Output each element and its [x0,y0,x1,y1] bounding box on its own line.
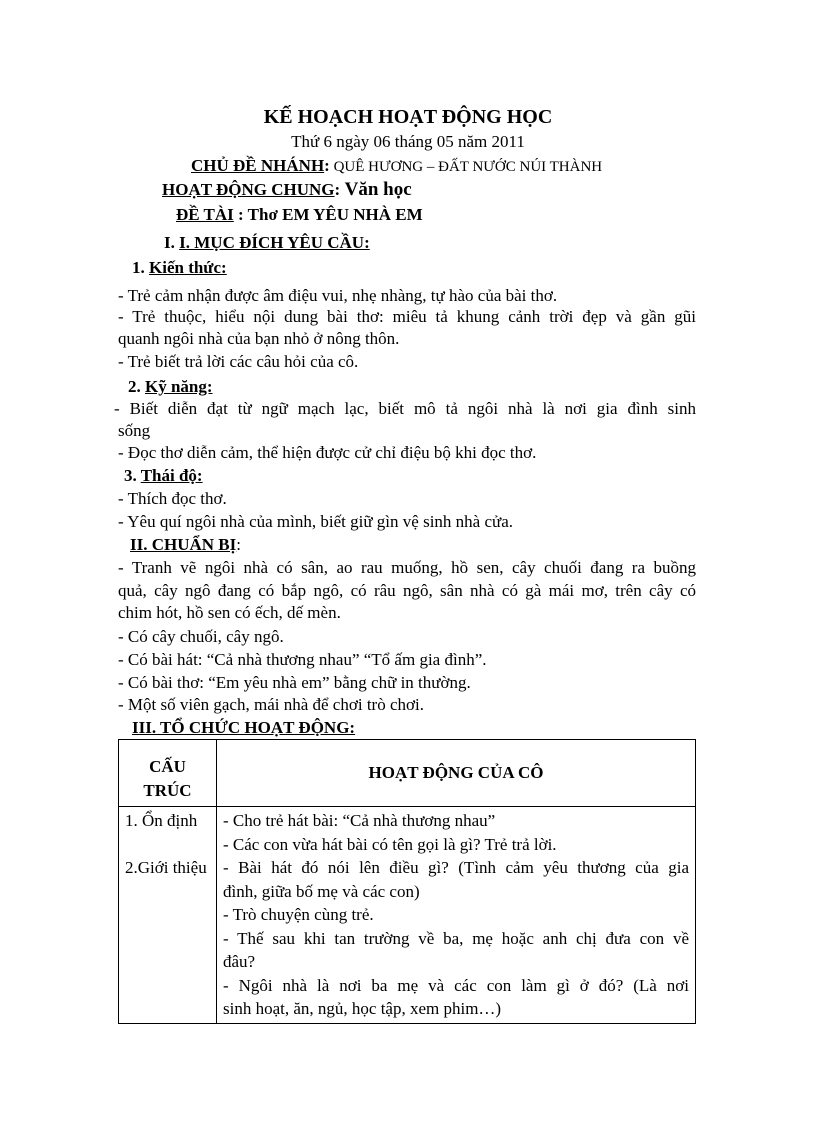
prep-line-4: - Có cây chuối, cây ngô. [118,627,284,646]
section2-title: II. CHUẨN BỊ [130,535,237,554]
activity-line: - Các con vừa hát bài có tên gọi là gì? Trẻ trả lời. [223,834,557,854]
section2-heading [130,535,241,555]
knowledge-heading [132,258,227,278]
activity-line: - Cho trẻ hát bài: “Cả nhà thương nhau” [223,811,496,830]
header-structure-line-1: CẤU [149,757,186,776]
knowledge-line-4: - Trẻ biết trả lời các câu hỏi của cô. [118,352,359,371]
section2-colon: : [236,535,242,554]
skills-line-3: - Đọc thơ diễn cảm, thể hiện được cử chỉ điệu bộ khi đọc thơ. [118,443,537,462]
attitude-label: Thái độ: [140,466,203,485]
structure-cell [119,807,217,1024]
activity-cell [217,807,696,1024]
prep-line-3: chim hót, hồ sen có ếch, dế mèn. [118,603,341,622]
activity-line: đình, giữa bố mẹ và các con) [223,881,420,901]
header-structure [119,740,217,807]
theme-line [191,156,602,177]
prep-line-7: - Một số viên gạch, mái nhà để chơi trò chơi. [118,695,424,714]
activity-value: Văn học [340,179,412,200]
structure-item-blank [125,833,210,857]
prep-line-5: - Có bài hát: “Cả nhà thương nhau” “Tổ ấm gia đình”. [118,650,487,669]
topic-value: : Thơ EM YÊU NHÀ EM [233,205,423,224]
section1-num: I. [164,233,180,252]
header-teacher-activity: HOẠT ĐỘNG CỦA CÔ [217,740,696,807]
activity-line: - Trò chuyện cùng trẻ. [223,905,374,924]
theme-label: CHỦ ĐỀ NHÁNH [191,156,325,175]
skills-num: 2. [128,377,141,396]
attitude-line-2: - Yêu quí ngôi nhà của mình, biết giữ gìn vệ sinh nhà cửa. [118,512,514,531]
activity-line [162,180,412,200]
activity-line: - Ngôi nhà là nơi ba mẹ và các con làm gì ở đó? (Là nơi [223,975,689,995]
page-title: KẾ HOẠCH HOẠT ĐỘNG HỌC [263,106,553,128]
prep-line-1: - Tranh vẽ ngôi nhà có sân, ao rau muống, hồ sen, cây chuối đang ra buồng [118,558,696,577]
knowledge-label: Kiến thức: [149,258,227,277]
activity-line: - Bài hát đó nói lên điều gì? (Tình cảm yêu thương của gia [223,858,689,877]
attitude-line-1: - Thích đọc thơ. [118,489,227,508]
topic-line [176,205,423,225]
knowledge-line-1: - Trẻ cảm nhận được âm điệu vui, nhẹ nhàng, tự hào của bài thơ. [118,286,558,305]
activity-line: - Thế sau khi tan trường về ba, mẹ hoặc anh chị đưa con về [223,928,689,948]
knowledge-line-3: quanh ngôi nhà của bạn nhỏ ở nông thôn. [118,329,400,348]
activity-label: HOẠT ĐỘNG CHUNG [162,180,335,199]
structure-item-2: 2.Giới thiệu [125,858,207,877]
skills-label: Kỹ năng: [145,377,213,396]
activity-sep: : [334,180,341,199]
section3-heading: III. TỔ CHỨC HOẠT ĐỘNG: [132,718,356,737]
table-row [119,807,696,1024]
table-header-row [119,740,696,807]
theme-value: QUÊ HƯƠNG – ĐẤT NƯỚC NÚI THÀNH [329,159,603,175]
skills-heading [128,377,213,397]
prep-line-2: quả, cây ngô đang có bắp ngô, có râu ngô, sân nhà có gà mái mơ, trên cây có [118,581,696,600]
skills-line-1: - Biết diễn đạt từ ngữ mạch lạc, biết mô tả ngôi nhà là nơi gia đình sinh [114,399,696,418]
knowledge-line-2: - Trẻ thuộc, hiểu nội dung bài thơ: miêu tả khung cảnh trời đẹp và gần gũi [118,307,696,326]
date-line: Thứ 6 ngày 06 tháng 05 năm 2011 [291,132,525,151]
topic-label: ĐỀ TÀI [176,205,234,224]
attitude-num: 3. [124,466,137,485]
activity-line: sinh hoạt, ăn, ngủ, học tập, xem phim…) [223,999,502,1018]
structure-item-1: 1. Ổn định [125,811,198,830]
section1-title: I. MỤC ĐÍCH YÊU CẦU: [179,233,370,252]
prep-line-6: - Có bài thơ: “Em yêu nhà em” bằng chữ in thường. [118,673,471,692]
skills-line-2: sống [118,421,151,440]
section1-heading [164,233,370,253]
header-structure-line-2: TRÚC [143,780,192,800]
theme-sep: : [324,156,330,175]
knowledge-num: 1. [132,258,145,277]
activity-table [118,739,696,1024]
activity-line: đâu? [223,952,256,971]
attitude-heading [124,466,203,486]
